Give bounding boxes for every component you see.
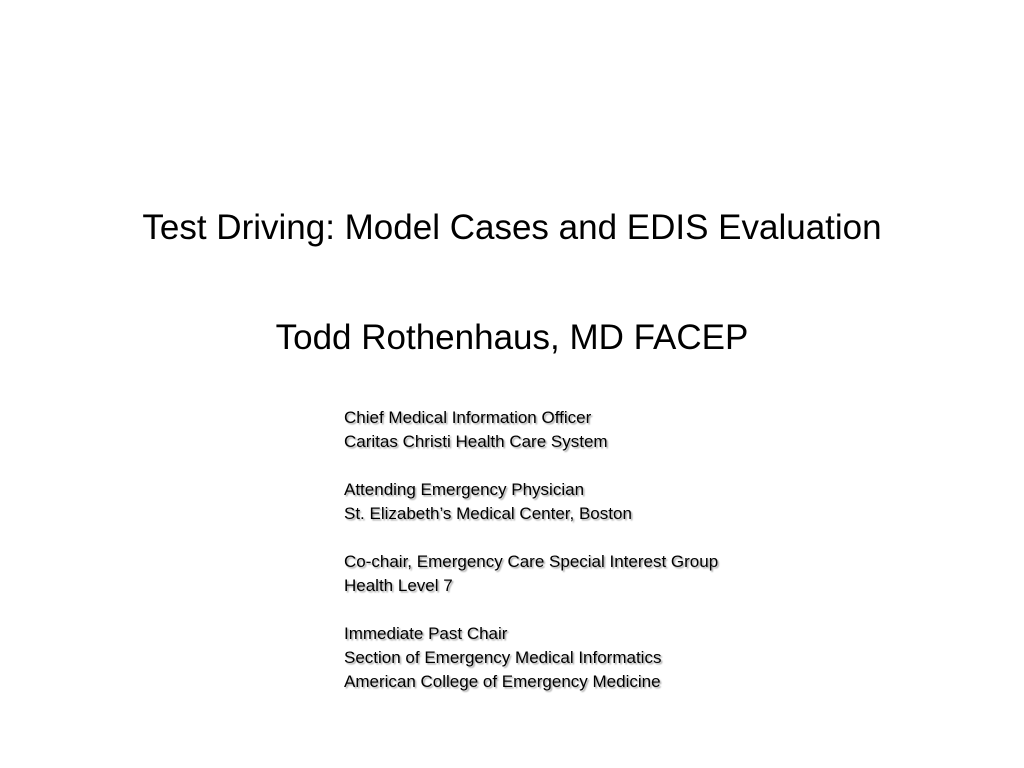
credit-line: Section of Emergency Medical Informatics [344, 648, 662, 667]
presenter-name: Todd Rothenhaus, MD FACEP [275, 318, 749, 357]
presenter-credits [344, 406, 1004, 694]
credit-line: Chief Medical Information Officer [344, 408, 592, 427]
credit-line: Attending Emergency Physician [344, 480, 585, 499]
credit-line: American College of Emergency Medicine [344, 672, 661, 691]
credit-line: Caritas Christi Health Care System [344, 432, 608, 451]
credit-group-acep [344, 622, 1004, 694]
credit-group-attending [344, 478, 1004, 526]
credit-line: Health Level 7 [344, 576, 453, 595]
credit-line: Immediate Past Chair [344, 624, 508, 643]
slide-title: Test Driving: Model Cases and EDIS Evaluation [142, 208, 882, 247]
credit-line: Co-chair, Emergency Care Special Interest Group [344, 552, 719, 571]
credit-line: St. Elizabeth’s Medical Center, Boston [344, 504, 632, 523]
credit-group-cmio [344, 406, 1004, 454]
credit-group-hl7 [344, 550, 1004, 598]
